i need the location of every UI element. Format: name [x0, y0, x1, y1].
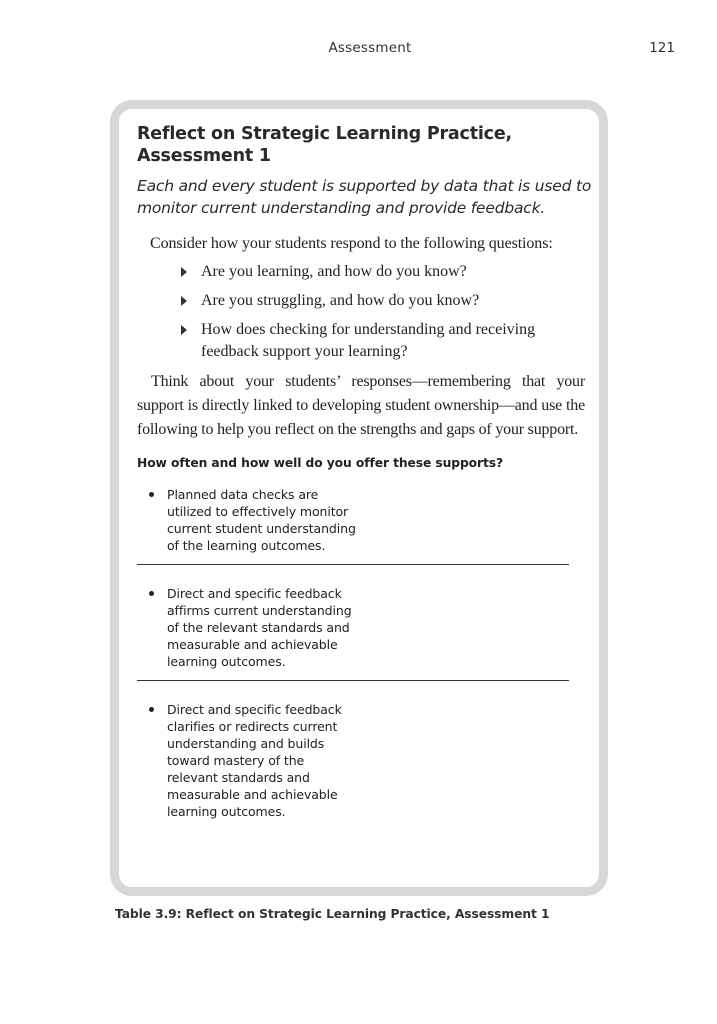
reflection-panel [110, 100, 608, 896]
panel-title-line-2: Assessment 1 [137, 146, 271, 166]
question-text: How does checking for understanding and receiving feedback support your learning? [201, 321, 536, 360]
bullet-dot-icon [149, 707, 154, 712]
panel-title [137, 123, 587, 167]
question-text: Are you struggling, and how do you know? [201, 292, 480, 309]
bullet-dot-icon [149, 492, 154, 497]
running-header [0, 40, 717, 60]
triangle-bullet-icon [181, 325, 187, 335]
support-text: Direct and specific feedback affirms current understanding of the relevant standards and measurable and achievable learning outcomes. [167, 586, 352, 669]
question-item [179, 261, 571, 283]
running-title: Assessment [328, 40, 412, 56]
support-row [137, 565, 569, 681]
support-text: Planned data checks are utilized to effectively monitor current student understanding of the learning outcomes. [167, 487, 356, 553]
panel-content [137, 123, 592, 830]
page-number: 121 [649, 40, 675, 56]
supports-list [137, 486, 569, 830]
panel-title-line-1: Reflect on Strategic Learning Practice, [137, 124, 512, 144]
question-text: Are you learning, and how do you know? [201, 263, 467, 280]
triangle-bullet-icon [181, 296, 187, 306]
support-row [137, 681, 569, 830]
reflection-paragraph: Think about your students’ responses—remembering that your support is directly linked to developing student ownership—and use the following to help you reflect on the strengths and gaps of your support. [137, 373, 585, 438]
panel-subtitle: Each and every student is supported by data that is used to monitor current understanding and provide feedback. [137, 177, 592, 217]
bullet-dot-icon [149, 591, 154, 596]
supports-heading: How often and how well do you offer these supports? [137, 456, 504, 470]
question-item [179, 319, 571, 363]
support-row [137, 486, 569, 565]
triangle-bullet-icon [181, 267, 187, 277]
question-list [137, 261, 587, 363]
intro-text: Consider how your students respond to the following questions: [150, 235, 553, 252]
support-text: Direct and specific feedback clarifies or redirects current understanding and builds toward mastery of the relevant standards and measurable and achievable learning outcomes. [167, 702, 342, 819]
table-caption: Table 3.9: Reflect on Strategic Learning Practice, Assessment 1 [115, 907, 550, 921]
question-item [179, 290, 571, 312]
